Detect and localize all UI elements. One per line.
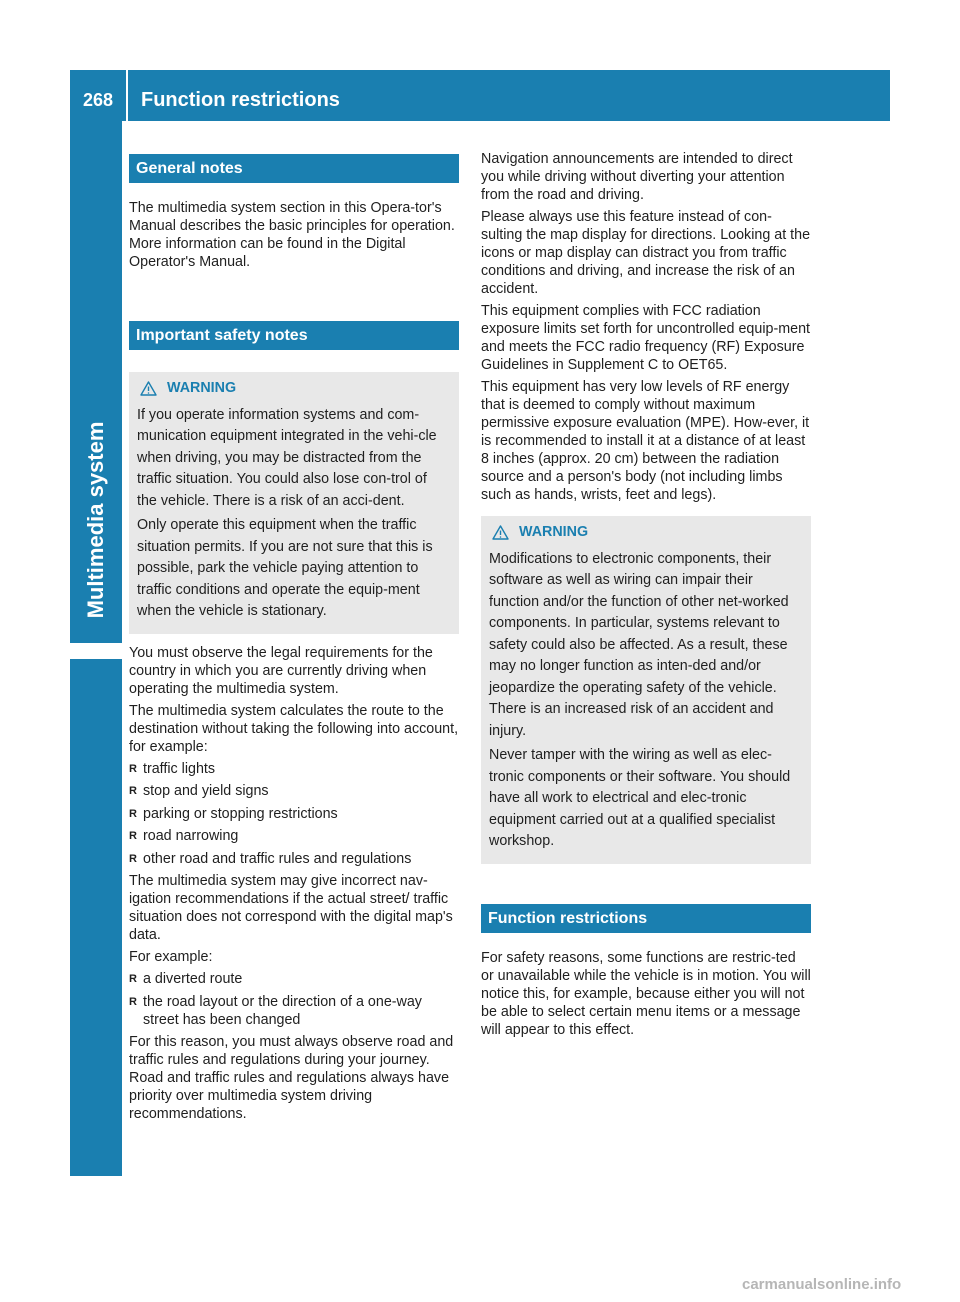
bullet-marker: R	[129, 807, 137, 820]
paragraph-use-feature: Please always use this feature instead of con-sulting the map display for directions. Looking at the icons or map display can distract you from traffic conditions and driving, and increase the risk of an accident.	[481, 209, 811, 297]
warning-box	[481, 516, 811, 864]
bullet-list	[129, 970, 459, 1029]
list-item	[129, 827, 459, 845]
list-item-text: other road and traffic rules and regulations	[143, 850, 412, 867]
list-item-text: a diverted route	[143, 971, 243, 987]
warning-paragraph: Modifications to electronic components, their software as well as wiring can impair their function and/or the function of other net-worked components. In particular, systems relevant to safety could also be affected. As a result, these may no longer function as inten-ded and/or jeopardize the operating safety of the vehicle. There is an increased risk of an accident and injury.	[489, 550, 789, 739]
list-item	[129, 850, 459, 868]
list-item-text: stop and yield signs	[143, 783, 269, 799]
right-column	[481, 150, 811, 1043]
section-heading-general-notes: General notes	[129, 154, 459, 183]
warning-title-text: WARNING	[519, 524, 589, 540]
bullet-list	[129, 760, 459, 868]
list-item-text: parking or stopping restrictions	[143, 805, 338, 822]
paragraph-fcc: This equipment complies with FCC radiation exposure limits set forth for uncontrolled equip-ment and meets the FCC radio frequency (RF) Exposure Guidelines in Supplement C to OET65.	[481, 303, 810, 373]
list-item-text: road narrowing	[143, 828, 239, 844]
bullet-marker: R	[129, 762, 137, 775]
bullet-marker: R	[129, 973, 137, 985]
warning-title	[489, 522, 802, 544]
warning-title-text: WARNING	[167, 380, 237, 396]
page-number: 268	[82, 90, 114, 110]
paragraph-for-example: For example:	[129, 949, 213, 965]
warning-paragraph: Only operate this equipment when the traffic situation permits. If you are not sure that this is possible, park the vehicle paying attention to traffic conditions and operate the equip-ment when the vehicle is stationary.	[137, 517, 433, 619]
list-item-text: traffic lights	[143, 760, 216, 777]
chapter-label: Multimedia system	[83, 421, 108, 619]
warning-paragraph: Never tamper with the wiring as well as elec-tronic components or their software. You should have all work to electrical and elec-tronic equipment carried out at a qualified specialist workshop.	[489, 747, 791, 849]
bullet-marker: R	[129, 995, 137, 1008]
list-item	[129, 782, 459, 800]
paragraph-incorrect-navigation: The multimedia system may give incorrect nav-igation recommendations if the actual street/ traffic situation does not correspond with the digital map's data.	[129, 873, 453, 943]
paragraph-navigation-announcements: Navigation announcements are intended to direct you while driving without diverting your attention from the road and driving.	[481, 151, 793, 203]
watermark-text: carmanualsonline.info	[742, 1276, 902, 1293]
list-item	[129, 805, 459, 823]
side-tab-gap	[70, 643, 122, 659]
bullet-marker: R	[129, 785, 137, 797]
list-item	[129, 760, 459, 778]
header-divider	[126, 70, 128, 121]
paragraph-rf-energy: This equipment has very low levels of RF energy that is deemed to comply without maximum permissive exposure evaluation (MPE). How-ever, it is recommended to install it at a distance of at least 8 inches (approx. 20 cm) between the radiation source and a person's body (not including limbs such as hands, wrists, feet and legs).	[481, 379, 810, 503]
page-title: Function restrictions	[141, 89, 340, 111]
paragraph-route: The multimedia system calculates the route to the destination without taking the following into account, for example:	[129, 702, 459, 755]
list-item	[129, 970, 459, 988]
bullet-marker: R	[129, 852, 137, 865]
function-restrictions-text: For safety reasons, some functions are restric-ted or unavailable while the vehicle is in motion. You will notice this, for example, because either you will not be able to select certain menu items or a message will appear to this effect.	[481, 949, 811, 1038]
section-heading-safety-notes: Important safety notes	[129, 321, 459, 350]
general-notes-text: The multimedia system section in this Opera-tor's Manual describes the basic principles for operation. More information can be found in the Digital Operator's Manual.	[129, 200, 455, 270]
paragraph-observe-rules: For this reason, you must always observe road and traffic rules and regulations during your journey. Road and traffic rules and regulations always have priority over multimedia system driving recommendations.	[129, 1034, 454, 1122]
section-heading-function-restrictions: Function restrictions	[481, 904, 811, 933]
warning-triangle-icon	[140, 381, 157, 396]
left-column	[129, 150, 459, 1127]
warning-paragraph: If you operate information systems and com-munication equipment integrated in the vehi-cle when driving, you may be distracted from the traffic situation. You could also lose con-trol of the vehicle. There is a risk of an acci-dent.	[137, 406, 437, 509]
list-item-text: the road layout or the direction of a one-way street has been changed	[143, 993, 422, 1028]
list-item	[129, 993, 459, 1029]
bullet-marker: R	[129, 830, 137, 842]
warning-title	[137, 378, 450, 400]
warning-box	[129, 372, 459, 634]
paragraph-legal: You must observe the legal requirements for the country in which you are currently driving when operating the multimedia system.	[129, 644, 433, 697]
warning-triangle-icon	[492, 525, 509, 540]
